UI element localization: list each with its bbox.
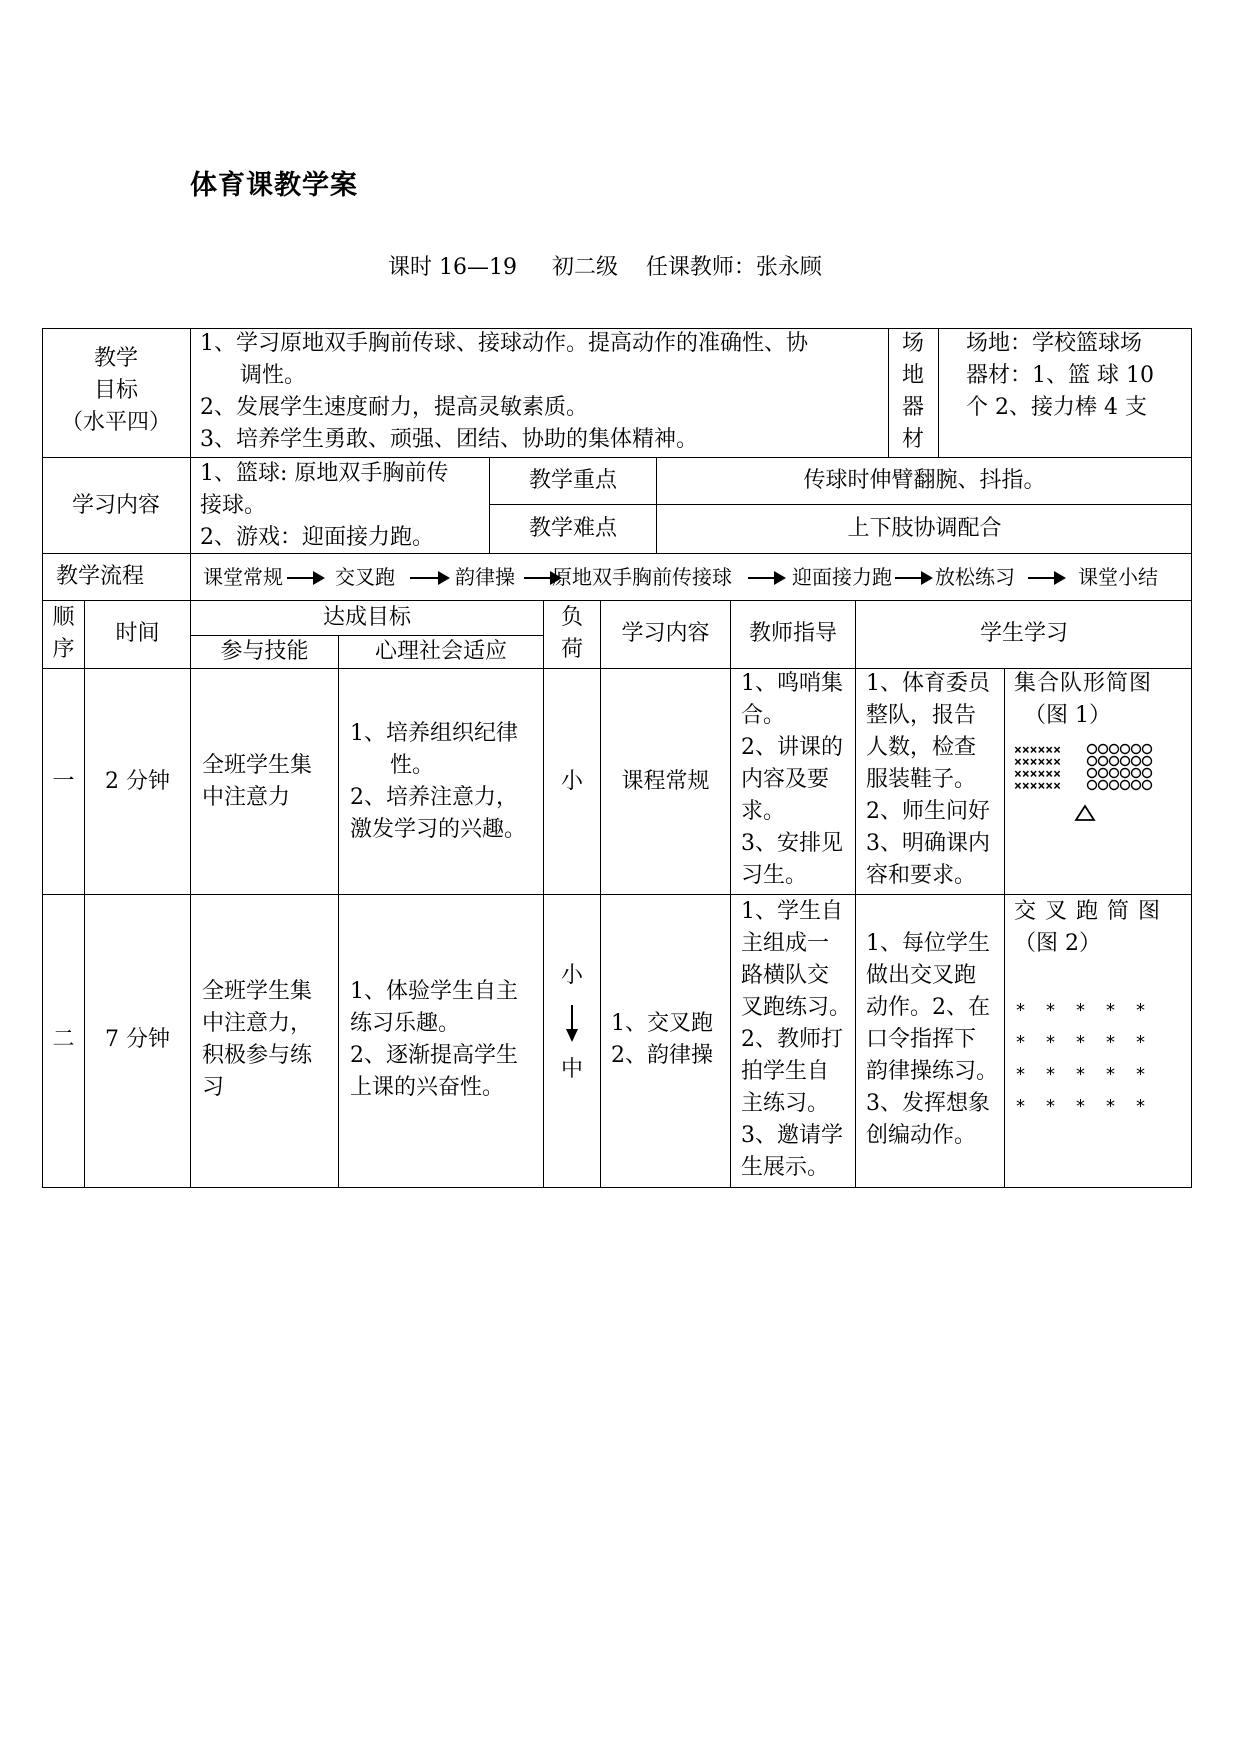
header-order: 顺 序 <box>52 605 75 662</box>
row2-content: 1、交叉跑 2、韵律操 <box>611 1011 713 1068</box>
row2-order: 二 <box>52 1027 75 1052</box>
flow-arrow <box>895 577 931 579</box>
header-content: 学习内容 <box>621 621 710 646</box>
header-goal: 达成目标 <box>322 605 411 630</box>
flow-step: 课堂常规 <box>203 565 283 589</box>
teacher-triangle-icon <box>1076 806 1094 820</box>
svg-text:*: * <box>1106 1000 1115 1021</box>
difficulty: 上下肢协调配合 <box>847 516 1002 541</box>
svg-text:*: * <box>1016 1032 1025 1053</box>
svg-text:*: * <box>1046 1032 1055 1053</box>
svg-text:*: * <box>1106 1096 1115 1112</box>
document-title: 体育课教学案 <box>190 170 358 201</box>
svg-text:*: * <box>1016 1096 1025 1112</box>
header-skill: 参与技能 <box>220 639 309 664</box>
goal-item: 调性。 <box>240 363 307 388</box>
flow-step: 放松练习 <box>935 565 1015 589</box>
row2-load-from: 小 <box>560 963 583 988</box>
flow-arrow <box>748 577 784 579</box>
svg-text:*: * <box>1076 1032 1085 1053</box>
svg-text:××××××: ×××××× <box>1014 767 1061 782</box>
svg-text:*: * <box>1106 1064 1115 1085</box>
svg-text:*: * <box>1076 1000 1085 1021</box>
lesson-meta: 课时 16—19 初二级 任课教师：张永顾 <box>388 255 822 280</box>
row1-teacher: 1、鸣哨集 合。 2、讲课的 内容及要 求。 3、安排见 习生。 <box>741 671 843 888</box>
difficulty-label: 教学难点 <box>528 516 617 541</box>
svg-text:*: * <box>1136 1032 1145 1053</box>
flow-arrow <box>1028 577 1064 579</box>
row1-skill: 全班学生集 中注意力 <box>202 753 313 810</box>
row1-time: 2 分钟 <box>105 769 170 794</box>
svg-text:*: * <box>1106 1032 1115 1053</box>
svg-text:*: * <box>1046 1000 1055 1021</box>
flow-step: 迎面接力跑 <box>792 565 892 589</box>
flow-arrow <box>287 577 323 579</box>
goals-label: 教学 目标 （水平四） <box>60 346 171 435</box>
row1-order: 一 <box>52 769 75 794</box>
header-time: 时间 <box>115 621 160 646</box>
row1-psych: 1、培养组织纪律 性。 2、培养注意力， 激发学习的兴趣。 <box>350 721 527 842</box>
content-lines: 1、篮球: 原地双手胸前传 接球。 2、游戏：迎面接力跑。 <box>200 461 449 550</box>
arrow-down-icon <box>562 1005 582 1043</box>
svg-text:*: * <box>1136 1064 1145 1085</box>
goal-item: 1、学习原地双手胸前传球、接球动作。提高动作的准确性、协 <box>200 331 808 356</box>
key-point-label: 教学重点 <box>528 468 617 493</box>
header-student: 学生学习 <box>979 621 1068 646</box>
svg-text:*: * <box>1076 1096 1085 1112</box>
svg-text:××××××: ×××××× <box>1014 743 1061 758</box>
goal-item: 2、发展学生速度耐力，提高灵敏素质。 <box>200 395 588 420</box>
row2-psych: 1、体验学生自主 练习乐趣。 2、逐渐提高学生 上课的兴奋性。 <box>350 979 518 1100</box>
row1-diagram-title: 集合队形简图 （图 1） <box>1014 671 1153 728</box>
row2-diagram-title: 交叉跑简图 （图 2） <box>1014 899 1170 956</box>
row1-load: 小 <box>560 769 583 794</box>
venue-info: 场地：学校篮球场 器材：1、篮 球 10 个 2、接力棒 4 支 <box>966 331 1154 420</box>
flow-step: 韵律操 <box>455 565 515 589</box>
venue-label: 场 地 器 材 <box>901 331 924 452</box>
svg-text:*: * <box>1076 1064 1085 1085</box>
row2-teacher: 1、学生自 主组成一 路横队交 叉跑练习。 2、教师打 拍学生自 主练习。 3、邀请学 生展示。 <box>741 899 852 1180</box>
cross-run-diagram <box>1012 992 1188 1112</box>
row2-time: 7 分钟 <box>105 1027 170 1052</box>
svg-text:*: * <box>1046 1064 1055 1085</box>
svg-text:××××××: ×××××× <box>1014 755 1061 770</box>
flow-step: 交叉跑 <box>335 565 395 589</box>
svg-text:*: * <box>1016 1000 1025 1021</box>
flow-arrow <box>410 577 448 579</box>
flow-step: 课堂小结 <box>1078 565 1158 589</box>
svg-text:*: * <box>1136 1000 1145 1021</box>
flow-label: 教学流程 <box>56 564 145 589</box>
svg-text:*: * <box>1136 1096 1145 1112</box>
goals-list <box>200 328 886 456</box>
row1-content: 课程常规 <box>621 769 710 794</box>
header-teacher: 教师指导 <box>748 621 837 646</box>
formation-diagram <box>1012 742 1188 826</box>
header-load: 负 荷 <box>560 605 583 662</box>
svg-text:*: * <box>1016 1064 1025 1085</box>
row2-student: 1、每位学生 做出交叉跑 动作。2、在 口令指挥下 韵律操练习。 3、发挥想象 创编动作。 <box>866 931 999 1148</box>
row2-load-to: 中 <box>560 1057 583 1082</box>
svg-text:*: * <box>1046 1096 1055 1112</box>
row2-skill: 全班学生集 中注意力， 积极参与练 习 <box>202 979 313 1100</box>
svg-text:××××××: ×××××× <box>1014 779 1061 794</box>
row1-student: 1、体育委员 整队，报告 人数，检查 服装鞋子。 2、师生问好 3、明确课内 容和要求。 <box>866 671 990 888</box>
content-label: 学习内容 <box>71 493 160 518</box>
header-psych: 心理社会适应 <box>374 639 507 664</box>
goal-item: 3、培养学生勇敢、顽强、团结、协助的集体精神。 <box>200 427 698 452</box>
flow-step: 原地双手胸前传接球 <box>552 565 732 589</box>
key-point: 传球时伸臂翻腕、抖指。 <box>803 468 1046 493</box>
